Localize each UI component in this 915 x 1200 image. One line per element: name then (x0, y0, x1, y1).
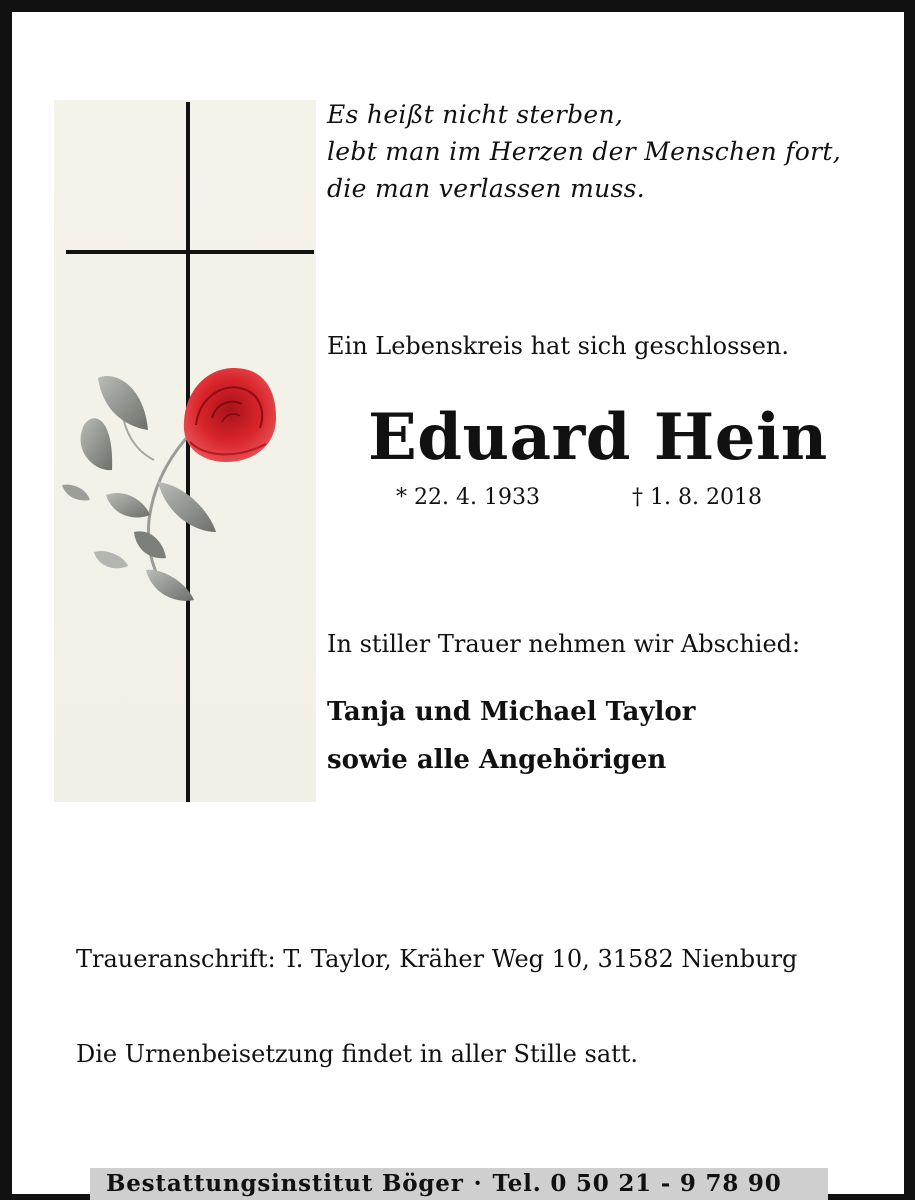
funeral-home-name: Bestattungsinstitut Böger (106, 1170, 464, 1197)
urn-notice: Die Urnenbeisetzung findet in aller Stille satt. (76, 1040, 639, 1068)
funeral-home-footer (90, 1168, 828, 1200)
rose-icon (184, 368, 276, 462)
mourner-line: sowie alle Angehörigen (327, 745, 667, 775)
cross-icon (54, 100, 316, 802)
cross-rose-image (54, 100, 316, 802)
poem-line: lebt man im Herzen der Menschen fort, (327, 137, 841, 166)
mourners-list (327, 688, 695, 784)
intro-text: Ein Lebenskreis hat sich geschlossen. (327, 332, 789, 360)
poem-quote (327, 96, 841, 207)
mourning-address: Traueranschrift: T. Taylor, Kräher Weg 10, 31582 Nienburg (76, 945, 798, 973)
mourner-line: Tanja und Michael Taylor (327, 697, 696, 727)
poem-line: Es heißt nicht sterben, (327, 100, 624, 129)
deceased-name: Eduard Hein (368, 400, 828, 475)
death-date: † 1. 8. 2018 (632, 485, 762, 510)
poem-line: die man verlassen muss. (327, 174, 645, 203)
funeral-home-phone: Tel. 0 50 21 - 9 78 90 (492, 1170, 782, 1197)
birth-date: * 22. 4. 1933 (396, 485, 540, 510)
farewell-text: In stiller Trauer nehmen wir Abschied: (327, 630, 801, 658)
footer-separator: · (473, 1170, 483, 1197)
